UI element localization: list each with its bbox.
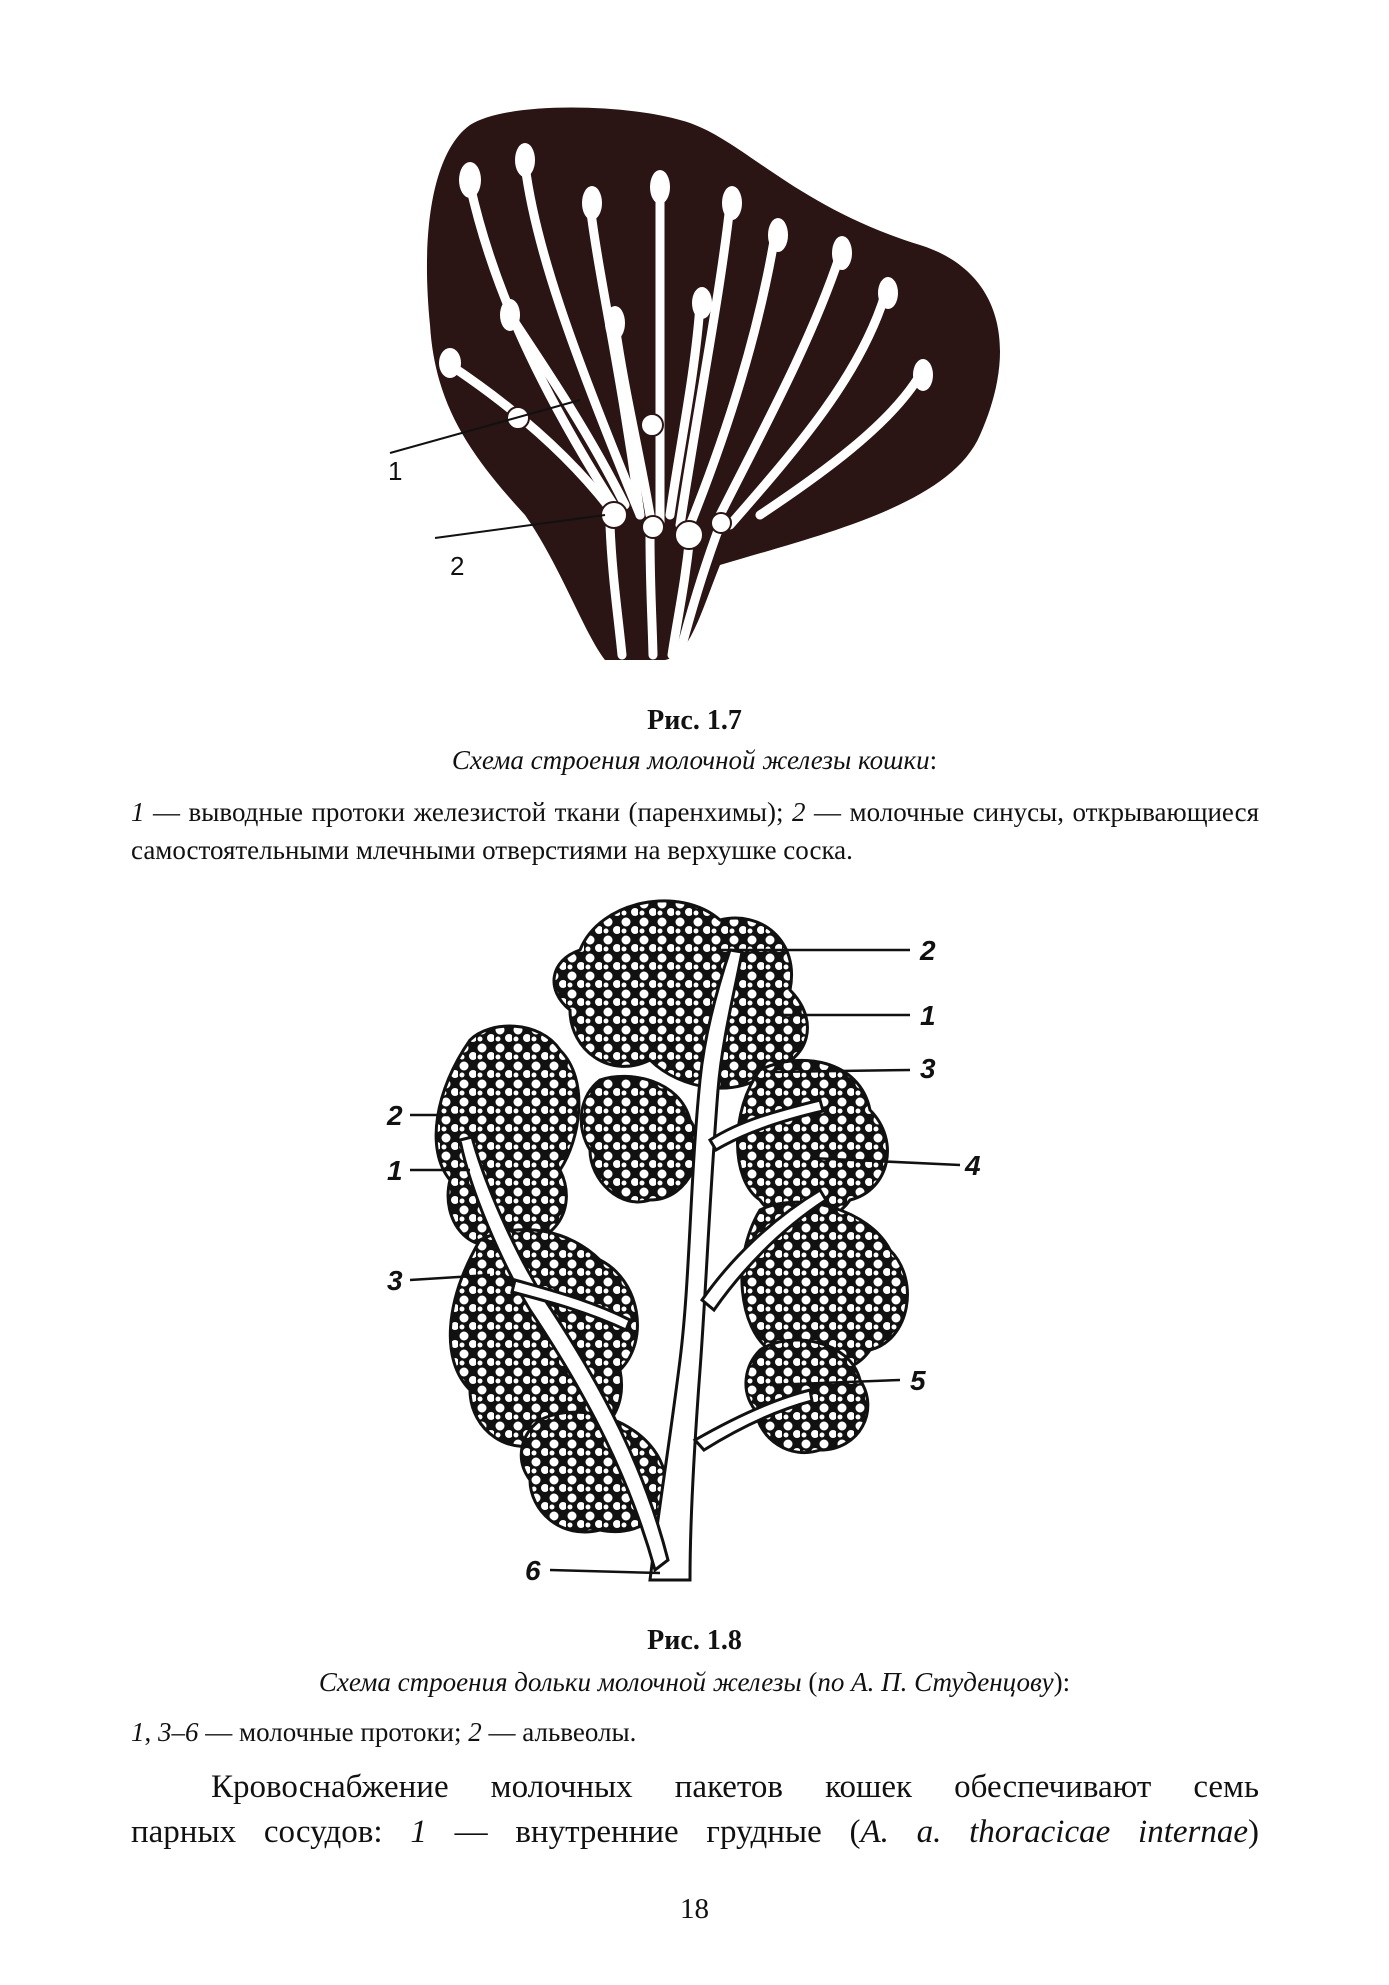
figure-2-label: Рис. 1.8 [647, 1625, 742, 1656]
figure-1-title: Схема строения молочной железы кошки: [451, 745, 938, 775]
paragraph-line-1: Кровоснабжение молочных пакетов кошек обеспечивают семь [211, 1769, 1259, 1805]
paragraph-line-2: парных сосудов: 1 — внутренние грудные (A. a. thoracicae internae) [131, 1814, 1259, 1850]
callout-3-right: 3 [920, 1053, 936, 1084]
figure-1-label: Рис. 1.7 [647, 705, 742, 736]
figure-mammary-gland-scheme [360, 95, 1020, 685]
callout-3-left: 3 [387, 1265, 403, 1296]
callout-1-right: 1 [920, 1000, 936, 1031]
callout-5: 5 [910, 1365, 926, 1396]
callout-1-left: 1 [387, 1155, 403, 1186]
callout-2-top: 2 [920, 935, 936, 966]
figure-2-title: Схема строения дольки молочной железы (по А. П. Студенцову): [318, 1667, 1071, 1697]
figure-1-legend: 1 — выводные протоки железистой ткани (паренхимы); 2 — молочные синусы, открывающиеся самостоятельными млечными отверстиями на верхушке соска. [131, 797, 1259, 865]
callout-2: 2 [450, 551, 465, 581]
figure-2-legend: 1, 3–6 — молочные протоки; 2 — альвеолы. [131, 1717, 637, 1747]
body-paragraph [131, 1765, 1259, 1855]
callout-4: 4 [965, 1150, 981, 1181]
figure-mammary-lobule-scheme [350, 880, 1050, 1610]
callout-6: 6 [525, 1555, 541, 1586]
page-number: 18 [680, 1893, 709, 1925]
callout-1: 1 [388, 456, 403, 486]
callout-2-left: 2 [387, 1100, 403, 1131]
